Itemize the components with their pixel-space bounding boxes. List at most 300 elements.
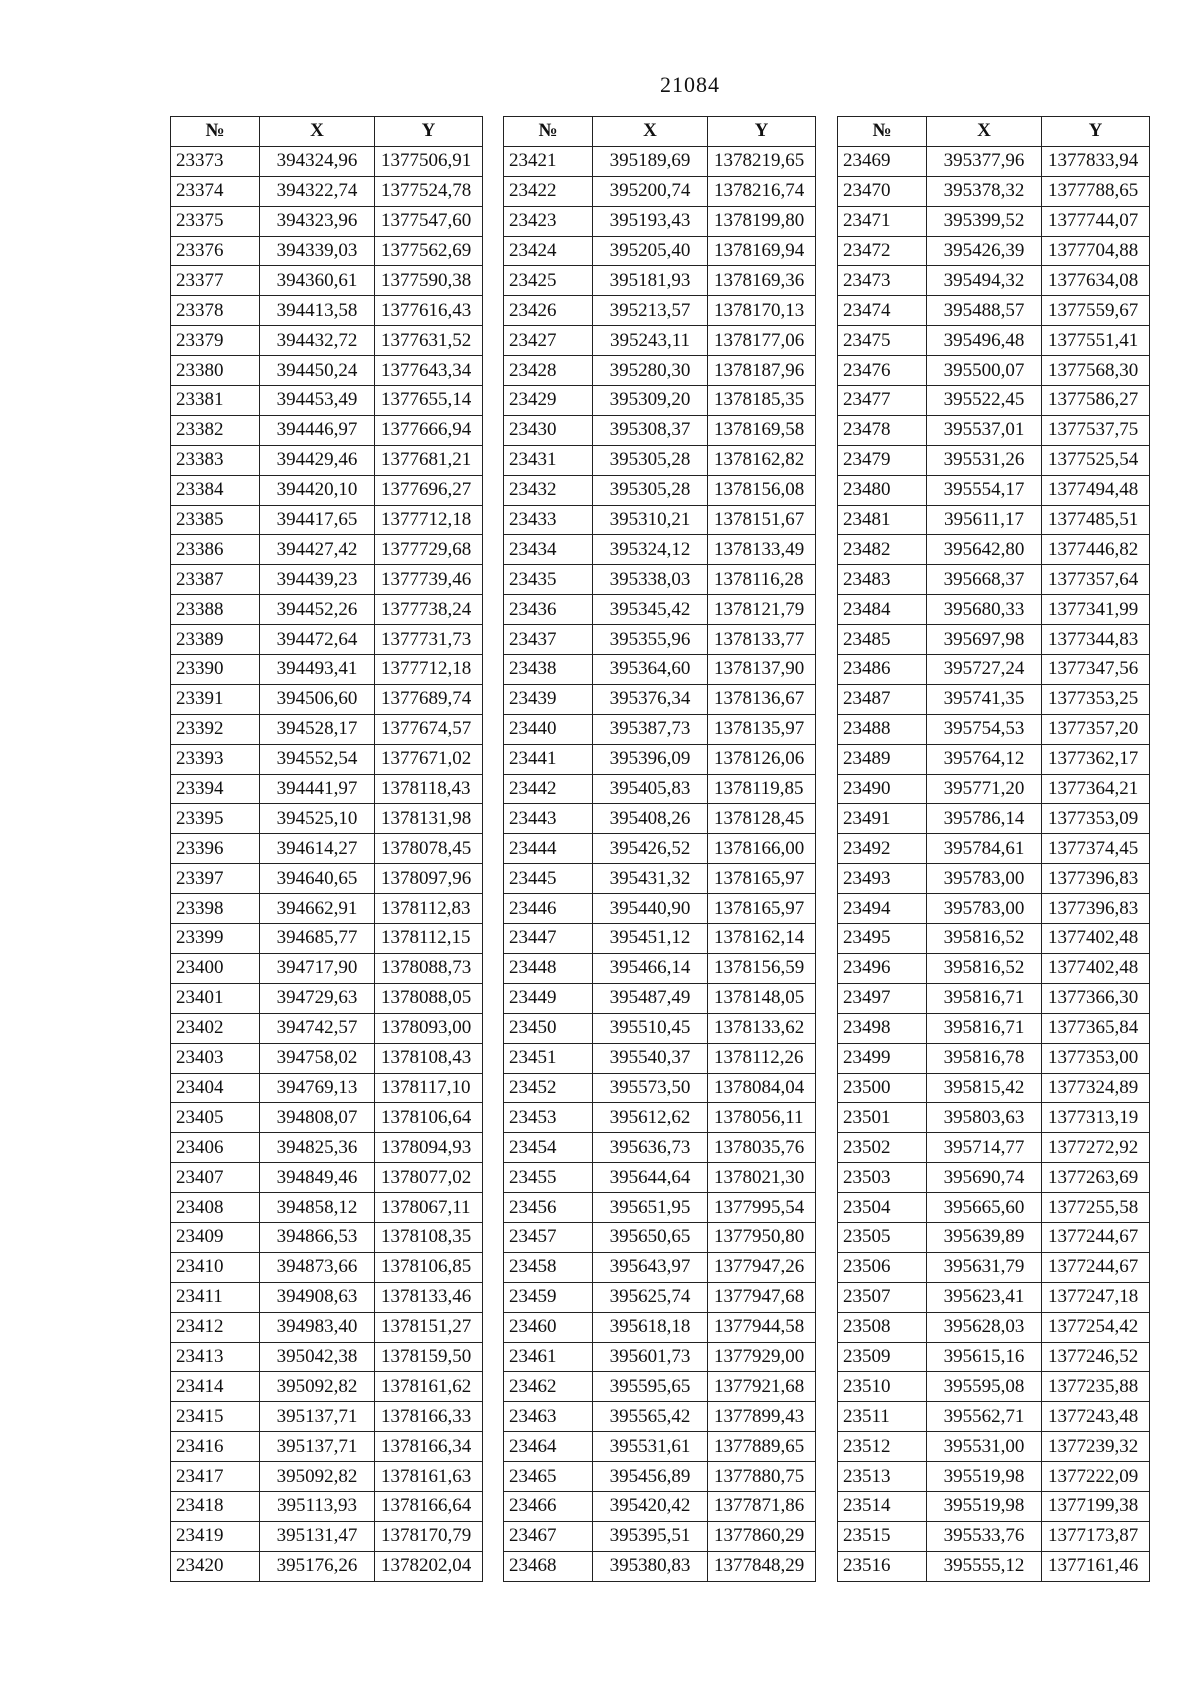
header-number: № (838, 117, 927, 147)
point-number-cell: 23394 (171, 774, 260, 804)
coordinate-table-1 (170, 116, 483, 1582)
y-coordinate-cell: 1378137,90 (708, 655, 816, 685)
x-coordinate-cell: 395308,37 (593, 415, 708, 445)
table-row (504, 983, 816, 1013)
table-row (504, 1133, 816, 1163)
x-coordinate-cell: 394427,42 (260, 535, 375, 565)
table-row (838, 894, 1150, 924)
x-coordinate-cell: 395643,97 (593, 1252, 708, 1282)
point-number-cell: 23504 (838, 1193, 927, 1223)
y-coordinate-cell: 1377199,38 (1042, 1491, 1150, 1521)
table-row (838, 445, 1150, 475)
table-row (171, 1372, 483, 1402)
table-row (504, 894, 816, 924)
table-row (504, 1462, 816, 1492)
point-number-cell: 23389 (171, 625, 260, 655)
table-row (838, 1103, 1150, 1133)
y-coordinate-cell: 1378216,74 (708, 176, 816, 206)
point-number-cell: 23404 (171, 1073, 260, 1103)
y-coordinate-cell: 1378162,14 (708, 924, 816, 954)
point-number-cell: 23495 (838, 924, 927, 954)
x-coordinate-cell: 394450,24 (260, 356, 375, 386)
y-coordinate-cell: 1378202,04 (375, 1551, 483, 1581)
y-coordinate-cell: 1378162,82 (708, 445, 816, 475)
x-coordinate-cell: 395310,21 (593, 505, 708, 535)
x-coordinate-cell: 394429,46 (260, 445, 375, 475)
point-number-cell: 23467 (504, 1521, 593, 1551)
x-coordinate-cell: 394717,90 (260, 953, 375, 983)
x-coordinate-cell: 395324,12 (593, 535, 708, 565)
point-number-cell: 23516 (838, 1551, 927, 1581)
point-number-cell: 23377 (171, 266, 260, 296)
table-row (171, 1043, 483, 1073)
x-coordinate-cell: 395727,24 (927, 655, 1042, 685)
point-number-cell: 23446 (504, 894, 593, 924)
y-coordinate-cell: 1377353,25 (1042, 684, 1150, 714)
x-coordinate-cell: 395510,45 (593, 1013, 708, 1043)
point-number-cell: 23420 (171, 1551, 260, 1581)
table-row (504, 1193, 816, 1223)
y-coordinate-cell: 1377161,46 (1042, 1551, 1150, 1581)
table-row (838, 1282, 1150, 1312)
point-number-cell: 23374 (171, 176, 260, 206)
point-number-cell: 23396 (171, 834, 260, 864)
table-row (171, 894, 483, 924)
point-number-cell: 23424 (504, 236, 593, 266)
table-row (171, 1312, 483, 1342)
y-coordinate-cell: 1378121,79 (708, 595, 816, 625)
y-coordinate-cell: 1378056,11 (708, 1103, 816, 1133)
table-row (504, 565, 816, 595)
y-coordinate-cell: 1377524,78 (375, 176, 483, 206)
point-number-cell: 23412 (171, 1312, 260, 1342)
table-row (171, 1193, 483, 1223)
table-row (504, 804, 816, 834)
point-number-cell: 23410 (171, 1252, 260, 1282)
table-row (838, 326, 1150, 356)
y-coordinate-cell: 1377313,19 (1042, 1103, 1150, 1133)
y-coordinate-cell: 1378131,98 (375, 804, 483, 834)
x-coordinate-cell: 394441,97 (260, 774, 375, 804)
table-row (171, 176, 483, 206)
y-coordinate-cell: 1377739,46 (375, 565, 483, 595)
y-coordinate-cell: 1377353,00 (1042, 1043, 1150, 1073)
point-number-cell: 23494 (838, 894, 927, 924)
y-coordinate-cell: 1377696,27 (375, 475, 483, 505)
point-number-cell: 23427 (504, 326, 593, 356)
table-row (171, 1163, 483, 1193)
header-x: X (927, 117, 1042, 147)
x-coordinate-cell: 395595,08 (927, 1372, 1042, 1402)
point-number-cell: 23402 (171, 1013, 260, 1043)
x-coordinate-cell: 395519,98 (927, 1491, 1042, 1521)
y-coordinate-cell: 1378112,83 (375, 894, 483, 924)
y-coordinate-cell: 1378151,67 (708, 505, 816, 535)
table-row (838, 953, 1150, 983)
point-number-cell: 23445 (504, 864, 593, 894)
table-row (838, 684, 1150, 714)
x-coordinate-cell: 394417,65 (260, 505, 375, 535)
point-number-cell: 23444 (504, 834, 593, 864)
y-coordinate-cell: 1377947,68 (708, 1282, 816, 1312)
y-coordinate-cell: 1377365,84 (1042, 1013, 1150, 1043)
x-coordinate-cell: 395345,42 (593, 595, 708, 625)
table-row (171, 655, 483, 685)
x-coordinate-cell: 395305,28 (593, 475, 708, 505)
table-row (171, 1252, 483, 1282)
y-coordinate-cell: 1378035,76 (708, 1133, 816, 1163)
x-coordinate-cell: 395615,16 (927, 1342, 1042, 1372)
y-coordinate-cell: 1377341,99 (1042, 595, 1150, 625)
table-row (838, 236, 1150, 266)
point-number-cell: 23502 (838, 1133, 927, 1163)
point-number-cell: 23491 (838, 804, 927, 834)
y-coordinate-cell: 1378108,35 (375, 1222, 483, 1252)
table-row (838, 1432, 1150, 1462)
y-coordinate-cell: 1377921,68 (708, 1372, 816, 1402)
point-number-cell: 23498 (838, 1013, 927, 1043)
x-coordinate-cell: 395595,65 (593, 1372, 708, 1402)
point-number-cell: 23469 (838, 146, 927, 176)
point-number-cell: 23438 (504, 655, 593, 685)
point-number-cell: 23475 (838, 326, 927, 356)
y-coordinate-cell: 1378084,04 (708, 1073, 816, 1103)
point-number-cell: 23503 (838, 1163, 927, 1193)
y-coordinate-cell: 1378128,45 (708, 804, 816, 834)
x-coordinate-cell: 395565,42 (593, 1402, 708, 1432)
point-number-cell: 23397 (171, 864, 260, 894)
point-number-cell: 23376 (171, 236, 260, 266)
y-coordinate-cell: 1377738,24 (375, 595, 483, 625)
table-row (838, 1372, 1150, 1402)
table-row (171, 266, 483, 296)
point-number-cell: 23413 (171, 1342, 260, 1372)
x-coordinate-cell: 395451,12 (593, 924, 708, 954)
x-coordinate-cell: 394324,96 (260, 146, 375, 176)
y-coordinate-cell: 1377364,21 (1042, 774, 1150, 804)
table-row (171, 1402, 483, 1432)
y-coordinate-cell: 1377485,51 (1042, 505, 1150, 535)
x-coordinate-cell: 395205,40 (593, 236, 708, 266)
x-coordinate-cell: 395690,74 (927, 1163, 1042, 1193)
table-row (171, 445, 483, 475)
table-row (171, 1222, 483, 1252)
table-row (171, 864, 483, 894)
coordinate-table-3 (837, 116, 1150, 1582)
table-row (171, 146, 483, 176)
y-coordinate-cell: 1378199,80 (708, 206, 816, 236)
point-number-cell: 23390 (171, 655, 260, 685)
point-number-cell: 23468 (504, 1551, 593, 1581)
point-number-cell: 23393 (171, 744, 260, 774)
point-number-cell: 23507 (838, 1282, 927, 1312)
point-number-cell: 23478 (838, 415, 927, 445)
x-coordinate-cell: 395531,00 (927, 1432, 1042, 1462)
table-row (838, 834, 1150, 864)
x-coordinate-cell: 395092,82 (260, 1372, 375, 1402)
x-coordinate-cell: 395628,03 (927, 1312, 1042, 1342)
table-row (504, 1222, 816, 1252)
table-row (171, 953, 483, 983)
point-number-cell: 23487 (838, 684, 927, 714)
x-coordinate-cell: 394552,54 (260, 744, 375, 774)
table-row (838, 1252, 1150, 1282)
x-coordinate-cell: 395500,07 (927, 356, 1042, 386)
y-coordinate-cell: 1378166,33 (375, 1402, 483, 1432)
x-coordinate-cell: 395243,11 (593, 326, 708, 356)
y-coordinate-cell: 1378185,35 (708, 386, 816, 416)
x-coordinate-cell: 395651,95 (593, 1193, 708, 1223)
y-coordinate-cell: 1377246,52 (1042, 1342, 1150, 1372)
point-number-cell: 23489 (838, 744, 927, 774)
point-number-cell: 23434 (504, 535, 593, 565)
y-coordinate-cell: 1378187,96 (708, 356, 816, 386)
y-coordinate-cell: 1377506,91 (375, 146, 483, 176)
table-row (504, 1103, 816, 1133)
y-coordinate-cell: 1377643,34 (375, 356, 483, 386)
x-coordinate-cell: 395573,50 (593, 1073, 708, 1103)
table-row (504, 296, 816, 326)
point-number-cell: 23421 (504, 146, 593, 176)
table-row (504, 415, 816, 445)
point-number-cell: 23400 (171, 953, 260, 983)
point-number-cell: 23373 (171, 146, 260, 176)
point-number-cell: 23401 (171, 983, 260, 1013)
x-coordinate-cell: 395554,17 (927, 475, 1042, 505)
x-coordinate-cell: 395378,32 (927, 176, 1042, 206)
x-coordinate-cell: 395816,71 (927, 983, 1042, 1013)
x-coordinate-cell: 395193,43 (593, 206, 708, 236)
y-coordinate-cell: 1377929,00 (708, 1342, 816, 1372)
y-coordinate-cell: 1377731,73 (375, 625, 483, 655)
point-number-cell: 23388 (171, 595, 260, 625)
point-number-cell: 23473 (838, 266, 927, 296)
y-coordinate-cell: 1377655,14 (375, 386, 483, 416)
point-number-cell: 23447 (504, 924, 593, 954)
x-coordinate-cell: 395741,35 (927, 684, 1042, 714)
x-coordinate-cell: 394322,74 (260, 176, 375, 206)
point-number-cell: 23387 (171, 565, 260, 595)
y-coordinate-cell: 1377254,42 (1042, 1312, 1150, 1342)
x-coordinate-cell: 395309,20 (593, 386, 708, 416)
table-row (838, 415, 1150, 445)
point-number-cell: 23455 (504, 1163, 593, 1193)
table-row (838, 176, 1150, 206)
y-coordinate-cell: 1377689,74 (375, 684, 483, 714)
x-coordinate-cell: 395803,63 (927, 1103, 1042, 1133)
x-coordinate-cell: 395784,61 (927, 834, 1042, 864)
y-coordinate-cell: 1378078,45 (375, 834, 483, 864)
point-number-cell: 23414 (171, 1372, 260, 1402)
x-coordinate-cell: 394446,97 (260, 415, 375, 445)
x-coordinate-cell: 394360,61 (260, 266, 375, 296)
table-row (171, 1491, 483, 1521)
y-coordinate-cell: 1378169,36 (708, 266, 816, 296)
table-row (838, 774, 1150, 804)
point-number-cell: 23383 (171, 445, 260, 475)
coordinate-table-2 (503, 116, 816, 1582)
header-y: Y (375, 117, 483, 147)
point-number-cell: 23483 (838, 565, 927, 595)
point-number-cell: 23497 (838, 983, 927, 1013)
x-coordinate-cell: 395408,26 (593, 804, 708, 834)
table-row (838, 1462, 1150, 1492)
y-coordinate-cell: 1377674,57 (375, 714, 483, 744)
table-row (504, 1491, 816, 1521)
table-row (171, 206, 483, 236)
point-number-cell: 23430 (504, 415, 593, 445)
table-row (171, 415, 483, 445)
table-row (504, 1432, 816, 1462)
y-coordinate-cell: 1378170,79 (375, 1521, 483, 1551)
y-coordinate-cell: 1378117,10 (375, 1073, 483, 1103)
x-coordinate-cell: 395562,71 (927, 1402, 1042, 1432)
header-number: № (171, 117, 260, 147)
y-coordinate-cell: 1377235,88 (1042, 1372, 1150, 1402)
table-row (838, 983, 1150, 1013)
y-coordinate-cell: 1378161,62 (375, 1372, 483, 1402)
y-coordinate-cell: 1377744,07 (1042, 206, 1150, 236)
x-coordinate-cell: 395636,73 (593, 1133, 708, 1163)
table-row (504, 774, 816, 804)
point-number-cell: 23472 (838, 236, 927, 266)
x-coordinate-cell: 395783,00 (927, 894, 1042, 924)
x-coordinate-cell: 394769,13 (260, 1073, 375, 1103)
y-coordinate-cell: 1378116,28 (708, 565, 816, 595)
x-coordinate-cell: 394528,17 (260, 714, 375, 744)
point-number-cell: 23457 (504, 1222, 593, 1252)
point-number-cell: 23386 (171, 535, 260, 565)
x-coordinate-cell: 395668,37 (927, 565, 1042, 595)
point-number-cell: 23513 (838, 1462, 927, 1492)
point-number-cell: 23466 (504, 1491, 593, 1521)
table-row (504, 1312, 816, 1342)
point-number-cell: 23454 (504, 1133, 593, 1163)
table-row (838, 1551, 1150, 1581)
table-row (171, 1103, 483, 1133)
table-row (838, 266, 1150, 296)
y-coordinate-cell: 1378156,59 (708, 953, 816, 983)
y-coordinate-cell: 1377944,58 (708, 1312, 816, 1342)
point-number-cell: 23409 (171, 1222, 260, 1252)
point-number-cell: 23511 (838, 1402, 927, 1432)
x-coordinate-cell: 395642,80 (927, 535, 1042, 565)
x-coordinate-cell: 394525,10 (260, 804, 375, 834)
y-coordinate-cell: 1378169,94 (708, 236, 816, 266)
point-number-cell: 23408 (171, 1193, 260, 1223)
x-coordinate-cell: 395639,89 (927, 1222, 1042, 1252)
point-number-cell: 23436 (504, 595, 593, 625)
y-coordinate-cell: 1378021,30 (708, 1163, 816, 1193)
table-row (504, 744, 816, 774)
table-row (504, 1402, 816, 1432)
header-y: Y (1042, 117, 1150, 147)
y-coordinate-cell: 1377631,52 (375, 326, 483, 356)
y-coordinate-cell: 1377880,75 (708, 1462, 816, 1492)
point-number-cell: 23416 (171, 1432, 260, 1462)
table-row (838, 386, 1150, 416)
x-coordinate-cell: 394640,65 (260, 864, 375, 894)
y-coordinate-cell: 1377788,65 (1042, 176, 1150, 206)
table-row (504, 326, 816, 356)
table-row (504, 236, 816, 266)
table-row (171, 1073, 483, 1103)
point-number-cell: 23419 (171, 1521, 260, 1551)
table-row (838, 505, 1150, 535)
y-coordinate-cell: 1377889,65 (708, 1432, 816, 1462)
table-row (504, 595, 816, 625)
y-coordinate-cell: 1377402,48 (1042, 924, 1150, 954)
y-coordinate-cell: 1377347,56 (1042, 655, 1150, 685)
y-coordinate-cell: 1378177,06 (708, 326, 816, 356)
x-coordinate-cell: 395816,52 (927, 924, 1042, 954)
point-number-cell: 23443 (504, 804, 593, 834)
table-row (504, 953, 816, 983)
y-coordinate-cell: 1377704,88 (1042, 236, 1150, 266)
table-row (504, 684, 816, 714)
table-row (838, 206, 1150, 236)
x-coordinate-cell: 395618,18 (593, 1312, 708, 1342)
table-row (171, 924, 483, 954)
table-row (171, 1342, 483, 1372)
table-row (838, 1073, 1150, 1103)
x-coordinate-cell: 394742,57 (260, 1013, 375, 1043)
x-coordinate-cell: 395714,77 (927, 1133, 1042, 1163)
point-number-cell: 23474 (838, 296, 927, 326)
x-coordinate-cell: 395305,28 (593, 445, 708, 475)
table-row (171, 356, 483, 386)
y-coordinate-cell: 1378170,13 (708, 296, 816, 326)
x-coordinate-cell: 395395,51 (593, 1521, 708, 1551)
table-row (171, 386, 483, 416)
point-number-cell: 23510 (838, 1372, 927, 1402)
x-coordinate-cell: 395042,38 (260, 1342, 375, 1372)
y-coordinate-cell: 1377860,29 (708, 1521, 816, 1551)
table-row (838, 595, 1150, 625)
x-coordinate-cell: 395815,42 (927, 1073, 1042, 1103)
y-coordinate-cell: 1377366,30 (1042, 983, 1150, 1013)
y-coordinate-cell: 1378166,34 (375, 1432, 483, 1462)
x-coordinate-cell: 394758,02 (260, 1043, 375, 1073)
y-coordinate-cell: 1378166,64 (375, 1491, 483, 1521)
y-coordinate-cell: 1377950,80 (708, 1222, 816, 1252)
table-row (838, 1491, 1150, 1521)
x-coordinate-cell: 395531,61 (593, 1432, 708, 1462)
point-number-cell: 23418 (171, 1491, 260, 1521)
point-number-cell: 23452 (504, 1073, 593, 1103)
y-coordinate-cell: 1377344,83 (1042, 625, 1150, 655)
x-coordinate-cell: 395456,89 (593, 1462, 708, 1492)
y-coordinate-cell: 1378088,05 (375, 983, 483, 1013)
y-coordinate-cell: 1378133,77 (708, 625, 816, 655)
y-coordinate-cell: 1377712,18 (375, 655, 483, 685)
y-coordinate-cell: 1377995,54 (708, 1193, 816, 1223)
point-number-cell: 23423 (504, 206, 593, 236)
table-row (504, 924, 816, 954)
point-number-cell: 23398 (171, 894, 260, 924)
point-number-cell: 23395 (171, 804, 260, 834)
point-number-cell: 23500 (838, 1073, 927, 1103)
point-number-cell: 23406 (171, 1133, 260, 1163)
y-coordinate-cell: 1377263,69 (1042, 1163, 1150, 1193)
point-number-cell: 23490 (838, 774, 927, 804)
header-x: X (593, 117, 708, 147)
y-coordinate-cell: 1377551,41 (1042, 326, 1150, 356)
point-number-cell: 23437 (504, 625, 593, 655)
point-number-cell: 23453 (504, 1103, 593, 1133)
table-row (838, 1312, 1150, 1342)
table-row (504, 1282, 816, 1312)
